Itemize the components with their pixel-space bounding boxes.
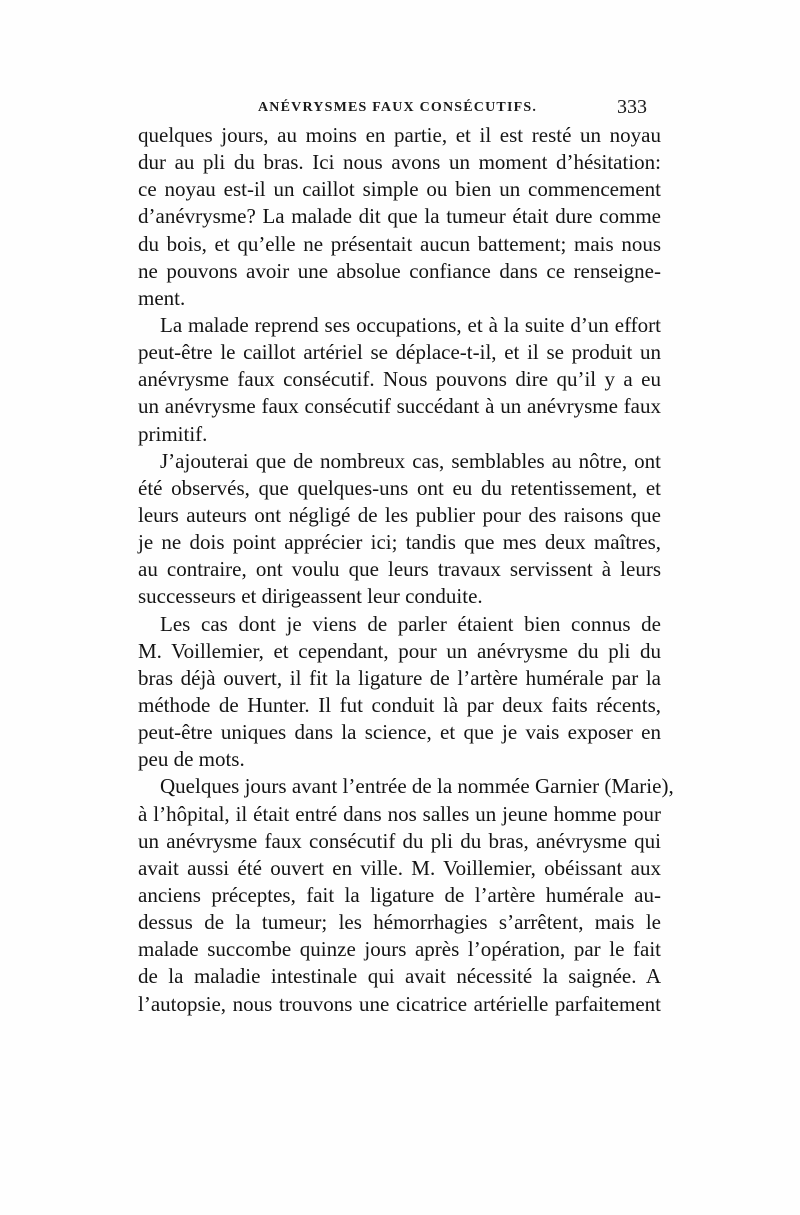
text-line: méthode de Hunter. Il fut conduit là par deux faits récents,: [138, 692, 661, 717]
text-line: d’anévrysme? La malade dit que la tumeur était dure comme: [138, 204, 661, 229]
text-line: J’ajouterai que de nombreux cas, semblables au nôtre, ont: [160, 448, 661, 473]
text-line: peut-être le caillot artériel se déplace-t-il, et il se produit un: [138, 340, 661, 365]
text-line: quelques jours, au moins en partie, et il est resté un noyau: [138, 123, 661, 147]
text-line: un anévrysme faux consécutif du pli du bras, anévrysme qui: [138, 828, 661, 853]
text-line: dur au pli du bras. Ici nous avons un moment d’hésitation:: [138, 150, 661, 175]
text-line: je ne dois point apprécier ici; tandis que mes deux maîtres,: [138, 530, 661, 555]
text-line: dessus de la tumeur; les hémorrhagies s’arrêtent, mais le: [138, 910, 661, 935]
body-text: [138, 122, 674, 1018]
text-line: ce noyau est-il un caillot simple ou bien un commencement: [138, 177, 661, 202]
text-line: avait aussi été ouvert en ville. M. Voillemier, obéissant aux: [138, 855, 661, 880]
text-line: La malade reprend ses occupations, et à la suite d’un effort: [160, 312, 661, 337]
text-line: peut-être uniques dans la science, et que je vais exposer en: [138, 720, 661, 745]
text-line: primitif.: [138, 421, 208, 446]
text-line: été observés, que quelques-uns ont eu du retentissement, et: [138, 475, 661, 500]
text-line: ne pouvons avoir une absolue confiance dans ce renseigne-: [138, 258, 661, 283]
text-line: leurs auteurs ont négligé de les publier pour des raisons que: [138, 502, 661, 527]
text-line: à l’hôpital, il était entré dans nos salles un jeune homme pour: [138, 801, 661, 826]
text-line: l’autopsie, nous trouvons une cicatrice artérielle parfaitement: [138, 991, 661, 1016]
text-line: Quelques jours avant l’entrée de la nommée Garnier (Marie),: [160, 774, 674, 799]
text-line: Les cas dont je viens de parler étaient bien connus de: [160, 611, 661, 636]
text-line: peu de mots.: [138, 747, 245, 772]
text-line: de la maladie intestinale qui avait nécessité la saignée. A: [138, 964, 661, 989]
text-line: bras déjà ouvert, il fit la ligature de l’artère humérale par la: [138, 665, 661, 690]
text-line: malade succombe quinze jours après l’opération, par le fait: [138, 937, 661, 962]
text-line: successeurs et dirigeassent leur conduite.: [138, 584, 483, 609]
text-line: au contraire, ont voulu que leurs travaux servissent à leurs: [138, 557, 661, 582]
text-line: anévrysme faux consécutif. Nous pouvons dire qu’il y a eu: [138, 367, 661, 392]
text-line: M. Voillemier, et cependant, pour un anévrysme du pli du: [138, 638, 661, 663]
text-line: anciens préceptes, fait la ligature de l’artère humérale au-: [138, 882, 661, 907]
text-line: du bois, et qu’elle ne présentait aucun battement; mais nous: [138, 231, 661, 256]
running-title: ANÉVRYSMES FAUX CONSÉCUTIFS.: [258, 100, 538, 115]
text-line: un anévrysme faux consécutif succédant à un anévrysme faux: [138, 394, 661, 419]
text-line: ment.: [138, 285, 186, 310]
page-number: 333: [617, 96, 647, 118]
